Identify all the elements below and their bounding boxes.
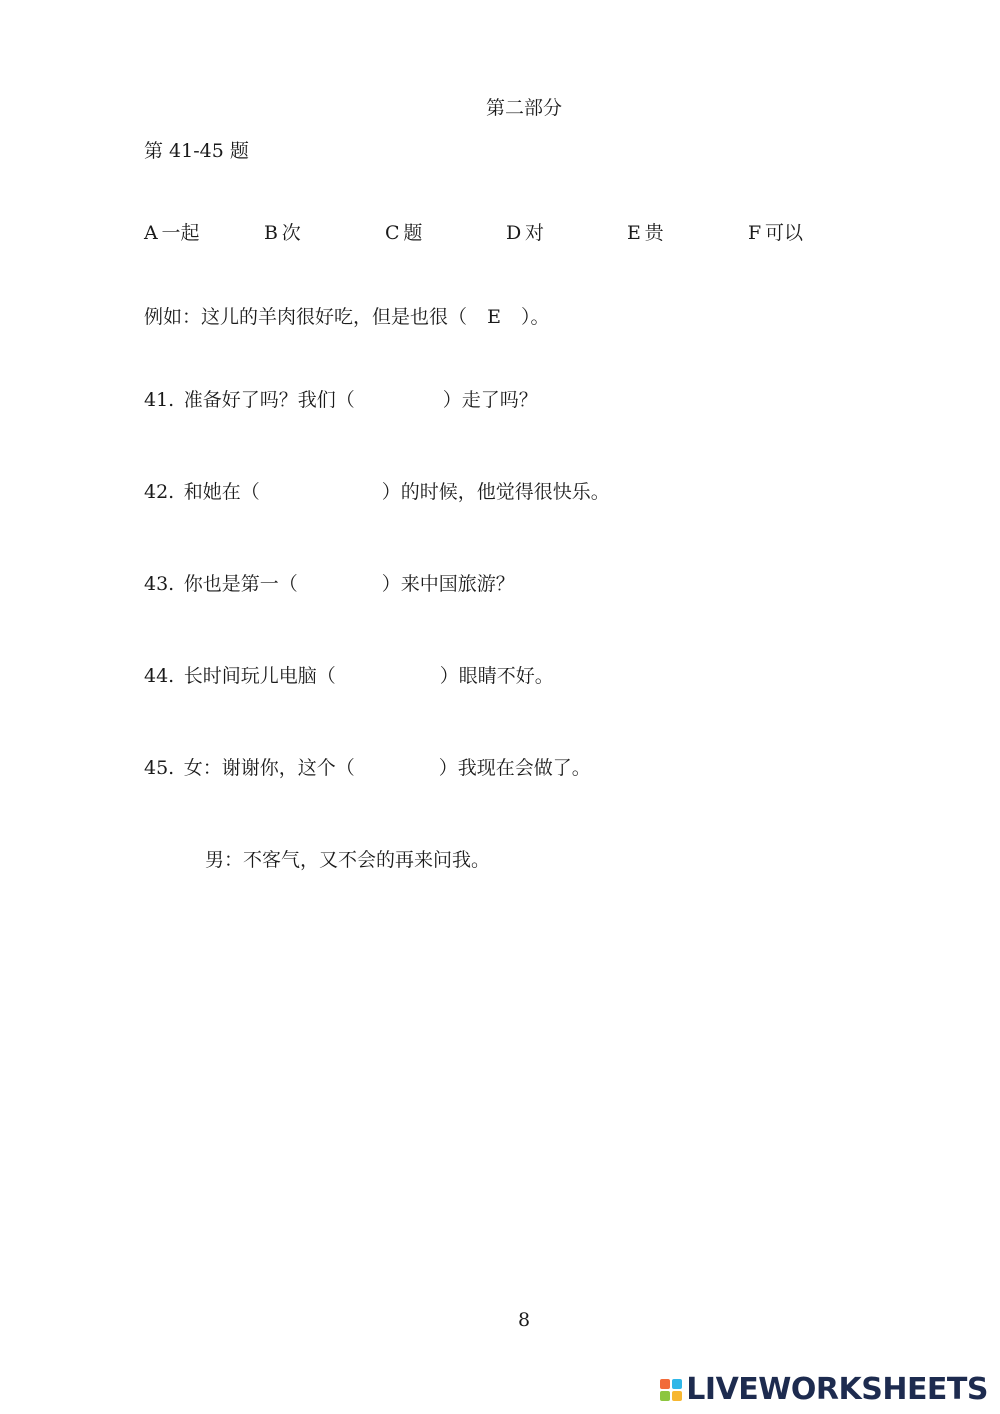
question-text-after: ）眼睛不好。	[439, 665, 554, 687]
logo-tile	[660, 1391, 670, 1401]
option-letter: D	[506, 222, 522, 244]
option-word: 贵	[644, 222, 664, 244]
question-44	[144, 664, 554, 688]
dialogue-reply: 男：不客气，又不会的再来问我。	[205, 849, 491, 871]
question-45	[144, 756, 591, 780]
option-b	[264, 221, 301, 245]
question-41	[144, 388, 538, 412]
question-text-before: 你也是第一（	[183, 573, 298, 595]
question-text-after: ）我现在会做了。	[438, 757, 591, 779]
option-a	[144, 221, 200, 245]
liveworksheets-logo	[660, 1372, 988, 1407]
option-d	[506, 221, 544, 245]
question-42	[144, 480, 610, 504]
logo-tile	[660, 1379, 670, 1389]
option-word: 可以	[764, 222, 803, 244]
answer-input-44[interactable]	[336, 664, 440, 688]
option-word: 次	[281, 222, 301, 244]
option-letter: E	[627, 222, 641, 244]
answer-input-42[interactable]	[260, 480, 382, 504]
question-text-before: 和她在（	[183, 481, 260, 503]
example-answer: E	[487, 306, 501, 328]
logo-tile	[672, 1391, 682, 1401]
logo-tile	[672, 1379, 682, 1389]
option-word: 题	[403, 222, 423, 244]
option-word: 对	[525, 222, 545, 244]
option-letter: A	[144, 222, 158, 244]
example-text-after: ）。	[521, 306, 550, 328]
question-43	[144, 572, 515, 596]
question-number: 43.	[144, 573, 175, 595]
section-heading: 第 41-45 题	[144, 140, 249, 162]
page-number: 8	[517, 1309, 531, 1331]
option-letter: B	[264, 222, 278, 244]
example-sentence	[144, 305, 550, 329]
option-f	[748, 221, 803, 245]
question-text-after: ）的时候，他觉得很快乐。	[381, 481, 610, 503]
answer-input-43[interactable]	[298, 572, 382, 596]
question-text-before: 准备好了吗？我们（	[183, 389, 355, 411]
answer-input-45[interactable]	[355, 756, 439, 780]
question-text-before: 女：谢谢你，这个（	[183, 757, 355, 779]
answer-input-41[interactable]	[355, 388, 443, 412]
example-text-before: 例如：这儿的羊肉很好吃，但是也很（	[144, 306, 468, 328]
question-number: 44.	[144, 665, 175, 687]
question-number: 41.	[144, 389, 175, 411]
page-title: 第二部分	[485, 97, 562, 119]
option-letter: C	[385, 222, 400, 244]
logo-text: LIVEWORKSHEETS	[686, 1372, 988, 1407]
question-number: 45.	[144, 757, 175, 779]
option-e	[627, 221, 664, 245]
option-word: 一起	[161, 222, 200, 244]
option-c	[385, 221, 422, 245]
question-number: 42.	[144, 481, 175, 503]
question-text-after: ）来中国旅游？	[381, 573, 515, 595]
option-letter: F	[748, 222, 762, 244]
question-text-before: 长时间玩儿电脑（	[183, 665, 336, 687]
logo-icon	[660, 1379, 682, 1401]
question-text-after: ）走了吗？	[442, 389, 538, 411]
